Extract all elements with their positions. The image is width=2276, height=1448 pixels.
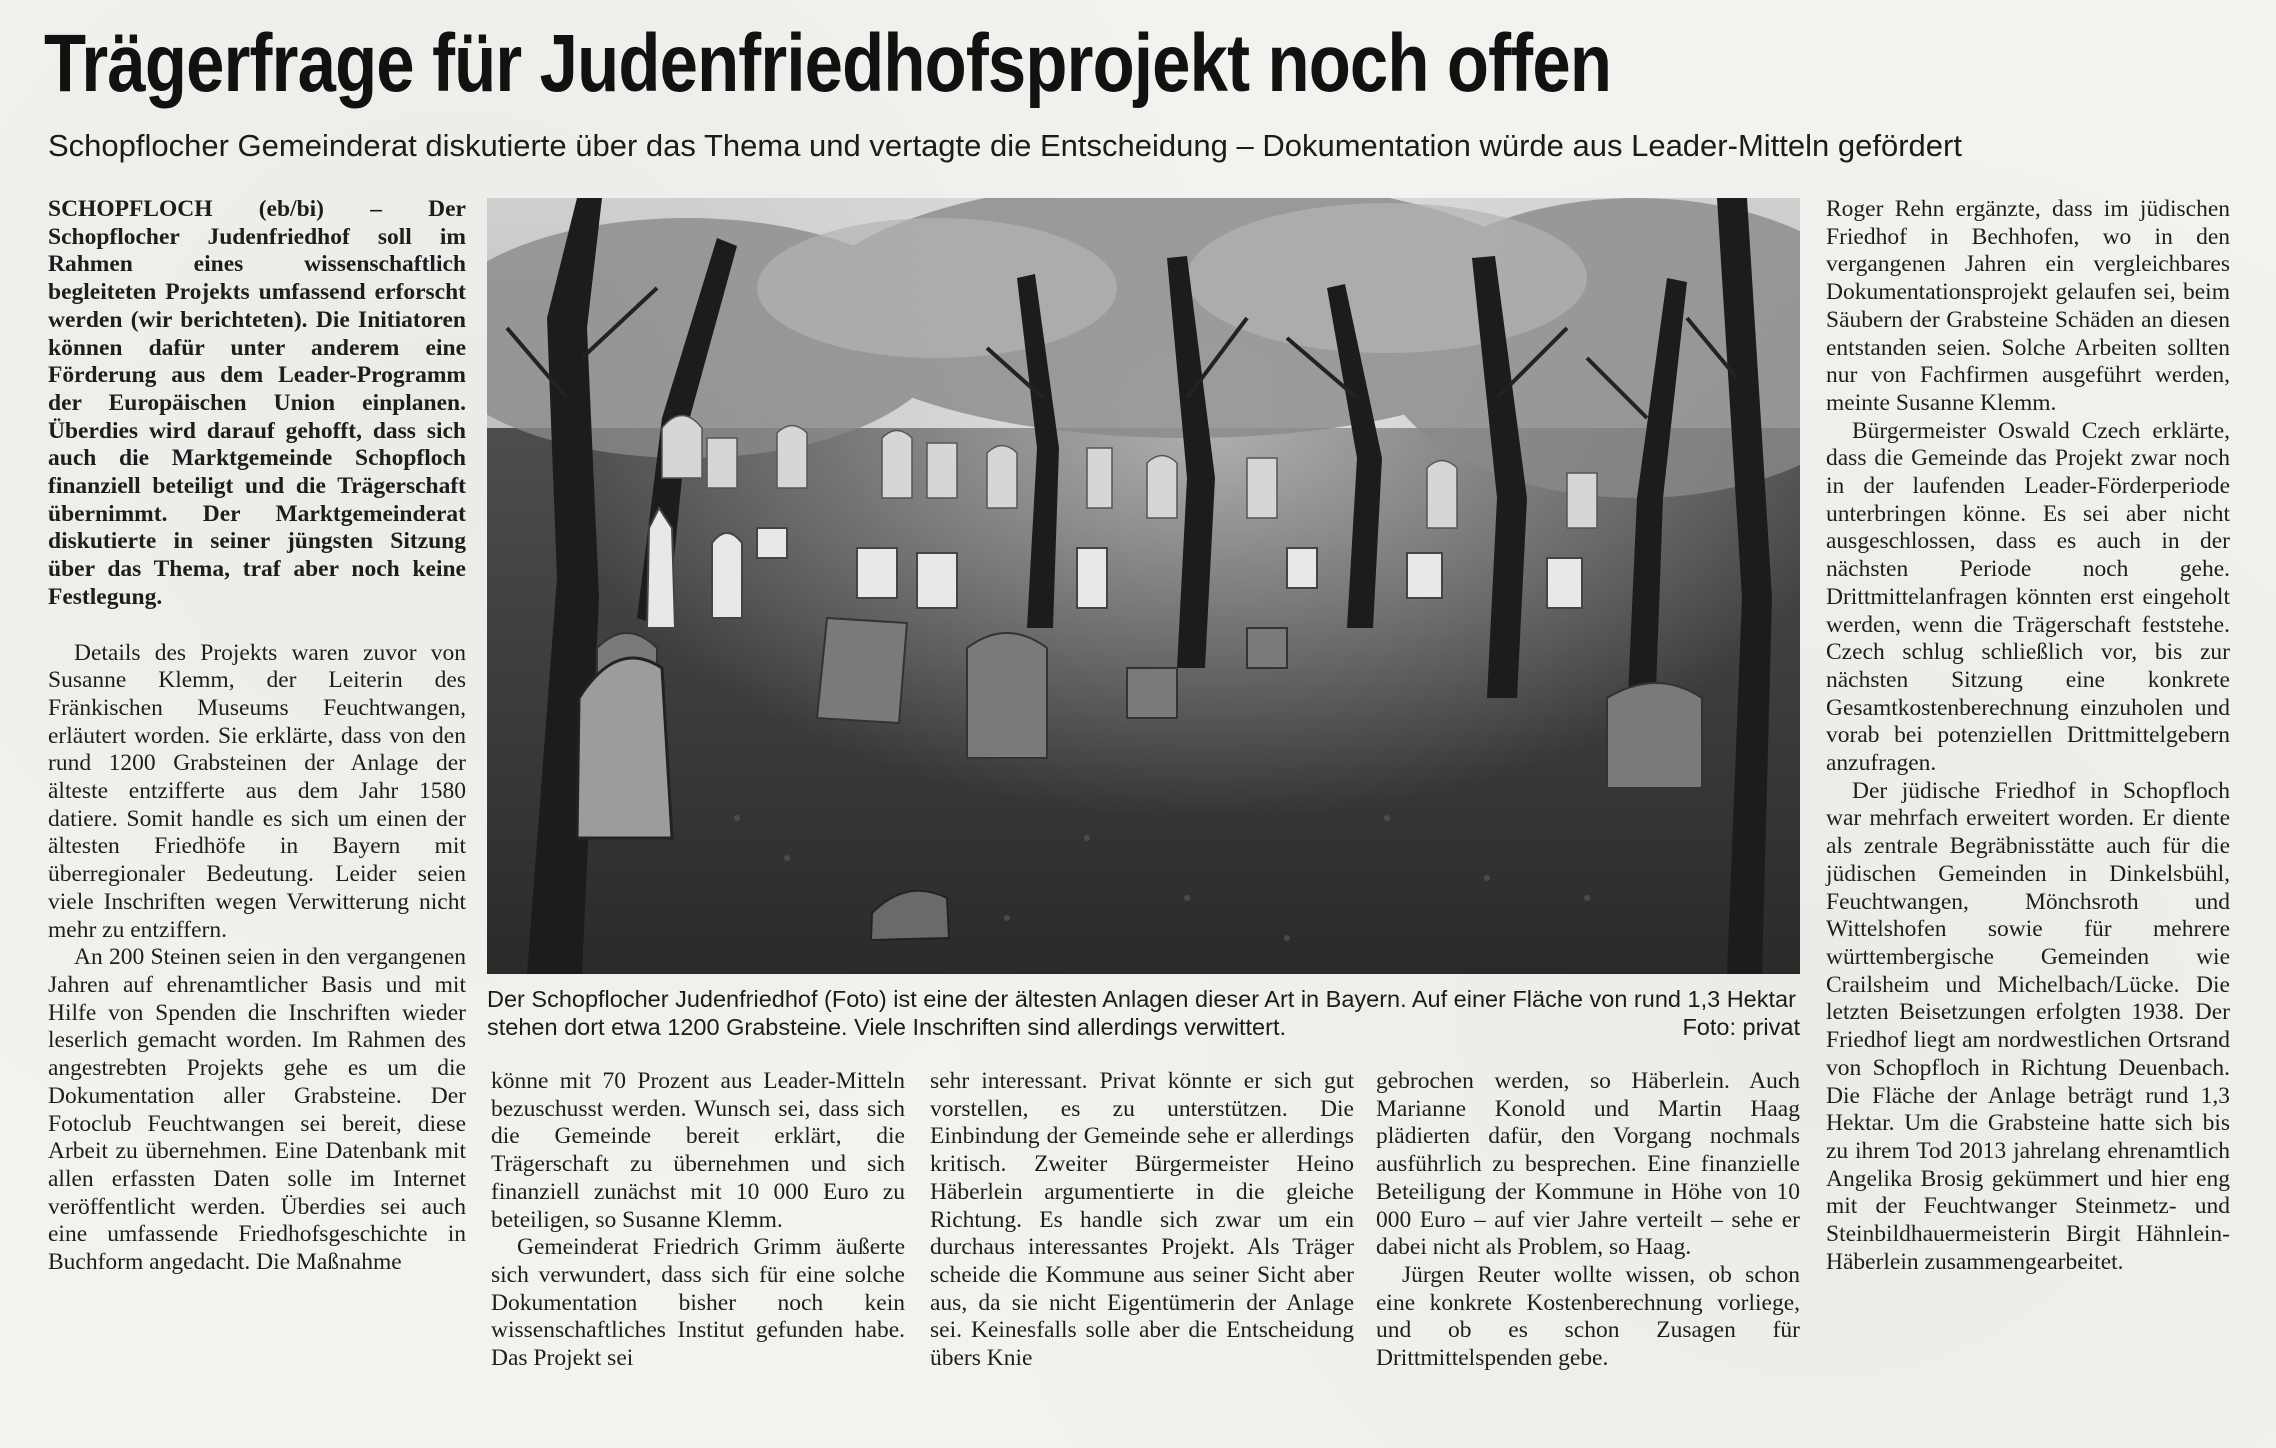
photo-credit: Foto: privat bbox=[1682, 1014, 1800, 1040]
cemetery-photo bbox=[487, 198, 1800, 974]
headline: Trägerfrage für Judenfriedhofsprojekt noch offen bbox=[44, 18, 1612, 109]
body-paragraph: Jürgen Reuter wollte wissen, ob schon eine konkrete Kostenberechnung vorliege, und ob es schon Zusagen für Drittmittelspenden gebe. bbox=[1376, 1261, 1800, 1372]
photo-caption bbox=[487, 985, 1800, 1041]
body-paragraph: Der jüdische Friedhof in Schopfloch war mehrfach erweitert worden. Er diente als zentrale Begräbnisstätte auch für die jüdischen Gemeinden in Dinkelsbühl, Feuchtwangen, Mönchsroth und Wittelshofen sowie für mehrere württembergische Gemeinden wie Crailsheim und Michelbach/Lücke. Die letzten Beisetzungen erfolgten 1938. Der Friedhof liegt am nordwestlichen Ortsrand von Schopfloch in Richtung Deuenbach. Die Fläche der Anlage beträgt rund 1,3 Hektar. Um die Grabsteine hatte sich bis zu ihrem Tod 2013 jahrelang ehrenamtlich Angelika Brosig gekümmert und hier eng mit der Feuchtwanger Steinmetz- und Steinbildhauermeisterin Birgit Hähnlein-Häberlein zusammengearbeitet. bbox=[1826, 777, 2230, 1275]
body-paragraph: Gemeinderat Friedrich Grimm äußerte sich verwundert, dass sich für eine solche Dokumentation bisher noch kein wissenschaftliches Institut gefunden habe. Das Projekt sei bbox=[491, 1234, 905, 1372]
photo-caption-text: Der Schopflocher Judenfriedhof (Foto) ist eine der ältesten Anlagen dieser Art in Bayern. Auf einer Fläche von rund 1,3 Hektar stehen dort etwa 1200 Grabsteine. Viele Inschriften sind allerdings verwittert. bbox=[487, 986, 1796, 1040]
body-paragraph: sehr interessant. Privat könnte er sich gut vorstellen, es zu unterstützen. Die Einbindung der Gemeinde sehe er allerdings kritisch. Zweiter Bürgermeister Heino Häberlein argumentierte in die gleiche Richtung. Es handle sich zwar um ein durchaus interessantes Projekt. Als Träger scheide die Kommune aus seiner Sicht aber aus, da sie nicht Eigentümerin der Anlage sei. Keinesfalls solle aber die Entscheidung übers Knie bbox=[930, 1068, 1354, 1372]
column-4 bbox=[1376, 1068, 1800, 1373]
dateline: SCHOPFLOCH (eb/bi) – bbox=[48, 196, 382, 222]
body-paragraph: Roger Rehn ergänzte, dass im jüdischen Friedhof in Bechhofen, wo in den vergangenen Jahren ein vergleichbares Dokumentationsprojekt gelaufen sei, beim Säubern der Grabsteine Schäden an diesen entstanden seien. Solche Arbeiten sollten nur von Fachfirmen ausgeführt werden, meinte Susanne Klemm. bbox=[1826, 196, 2230, 416]
body-paragraph: gebrochen werden, so Häberlein. Auch Marianne Konold und Martin Haag plädierten dafür, den Vorgang nochmals ausführlich zu besprechen. Eine finanzielle Beteiligung der Kommune in Höhe von 10 000 Euro – auf vier Jahre verteilt – sehe er dabei nicht als Problem, so Haag. bbox=[1376, 1068, 1800, 1261]
body-paragraph: Details des Projekts waren zuvor von Susanne Klemm, der Leiterin des Fränkischen Museums Feuchtwangen, erläutert worden. Sie erklärte, dass von den rund 1200 Grabsteinen der Anlage der älteste entzifferte aus dem Jahr 1580 datiere. Somit handle es sich um einen der ältesten Friedhöfe in Bayern mit überregionaler Bedeutung. Leider seien viele Inschriften wegen Verwitterung nicht mehr zu entziffern. bbox=[48, 639, 466, 943]
subheadline: Schopflocher Gemeinderat diskutierte über das Thema und vertagte die Entscheidung – Dokumentation würde aus Leader-Mitteln gefördert bbox=[48, 128, 1962, 163]
body-paragraph: Bürgermeister Oswald Czech erklärte, dass die Gemeinde das Projekt zwar noch in der laufenden Leader-Förderperiode unterbringen könne. Es sei aber nicht ausgeschlossen, dass es auch in der nächsten Periode noch gehe. Drittmittelanfragen könnten erst eingeholt werden, wenn die Trägerschaft feststehe. Czech schlug schließlich vor, bis zur nächsten Sitzung eine konkrete Gesamtkostenberechnung einzuholen und vorab bei potenziellen Drittmittelgebern anzufragen. bbox=[1826, 417, 2230, 777]
body-paragraph: könne mit 70 Prozent aus Leader-Mitteln bezuschusst werden. Wunsch sei, dass sich die Gemeinde bereit erklärt, die Trägerschaft zu übernehmen und sich finanziell zunächst mit 10 000 Euro zu beteiligen, so Susanne Klemm. bbox=[491, 1068, 905, 1233]
lead-text: Der Schopflocher Judenfriedhof soll im Rahmen eines wissenschaftlich begleiteten Projekts umfassend erforscht werden (wir berichteten). Die Initiatoren können dafür unter anderem eine Förderung aus dem Leader-Programm der Europäischen Union einplanen. Überdies wird darauf gehofft, dass sich auch die Marktgemeinde Schopfloch finanziell beteiligt und die Trägerschaft übernimmt. Der Marktgemeinderat diskutierte in seiner jüngsten Sitzung über das Thema, traf aber noch keine Festlegung. bbox=[48, 196, 466, 610]
cemetery-photo-image bbox=[487, 198, 1800, 974]
column-1 bbox=[48, 196, 466, 1277]
gravestone-foreground bbox=[577, 658, 672, 838]
column-5 bbox=[1826, 196, 2230, 1276]
column-3 bbox=[930, 1068, 1354, 1373]
column-2 bbox=[491, 1068, 905, 1373]
lead-paragraph bbox=[48, 196, 466, 612]
body-paragraph: An 200 Steinen seien in den vergangenen Jahren auf ehrenamtlicher Basis und mit Hilfe von Spenden die Inschriften wieder leserlich gemacht worden. Im Rahmen des angestrebten Projekts gehe es um die Dokumentation aller Grabsteine. Der Fotoclub Feuchtwangen sei bereit, diese Arbeit zu übernehmen. Eine Datenbank mit allen erfassten Daten solle im Internet veröffentlicht werden. Überdies sei auch eine umfassende Friedhofsgeschichte in Buchform angedacht. Die Maßnahme bbox=[48, 944, 466, 1276]
